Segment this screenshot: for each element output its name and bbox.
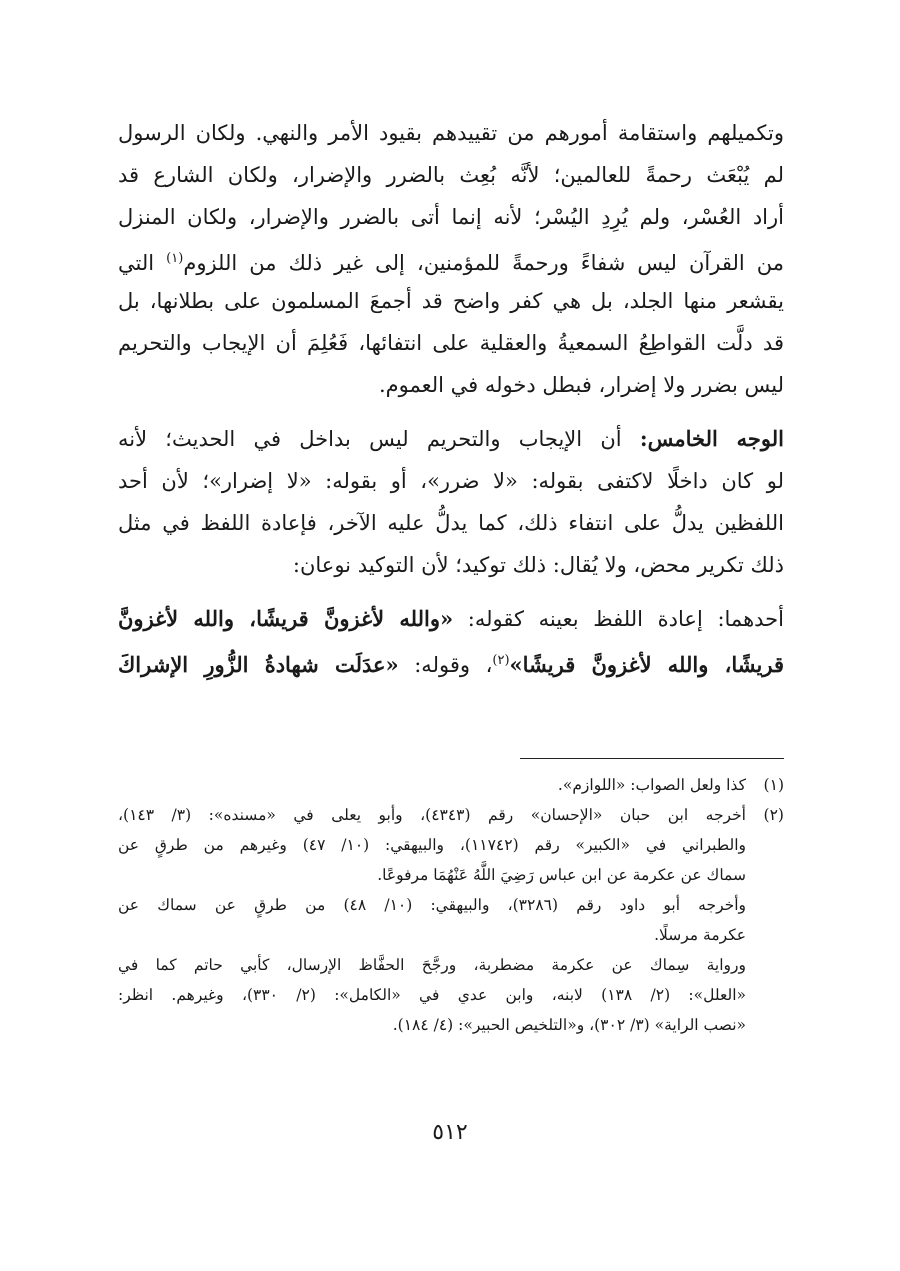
text-line: [118, 238, 784, 280]
text-line: لو كان داخلًا لاكتفى بقوله: «لا ضرر»، أو بقوله: «لا إضرار»؛ لأن أحد: [118, 469, 784, 493]
footnote-line: وأخرجه أبو داود رقم (٣٢٨٦)، والبيهقي: (١٠/ ٤٨) من طرقٍ عن سماك عن: [118, 896, 746, 914]
text-line: [118, 418, 784, 460]
text-line: ذلك تكرير محض، ولا يُقال: ذلك توكيد؛ لأن التوكيد نوعان:: [292, 553, 784, 577]
footnote-text: كذا ولعل الصواب: «اللوازم».: [557, 776, 746, 794]
text-line: قد دلَّت القواطِعُ السمعيةُ والعقلية على انتفائها، فَعُلِمَ أن الإيجاب والتحريم: [118, 331, 784, 355]
main-text: [118, 112, 784, 682]
footnote-line: والطبراني في «الكبير» رقم (١١٧٤٢)، والبيهقي: (١٠/ ٤٧) وغيرهم من طرقٍ عن: [118, 836, 746, 854]
footnote-number: (٢): [763, 806, 784, 824]
page-number: ٥١٢: [432, 1120, 468, 1145]
text-line: وتكميلهم واستقامة أمورهم من تقييدهم بقيود الأمر والنهي. ولكان الرسول: [118, 121, 784, 145]
hadith-quote: «عدَلَت شهادةُ الزُّورِ الإشراكَ: [118, 652, 399, 677]
footnote-line: «نصب الراية» (٣/ ٣٠٢)، و«التلخيص الحبير»: (٤/ ١٨٤).: [392, 1016, 746, 1034]
text-line: [118, 640, 784, 682]
footnote-divider: [520, 758, 784, 759]
text-line: [118, 598, 784, 640]
footnote-line: ورواية سِماك عن عكرمة مضطربة، ورجَّحَ الحفَّاظ الإرسال، كأبي حاتم كما في: [118, 956, 746, 974]
footnote-number: (١): [763, 776, 784, 794]
footnote-line: «العلل»: (٢/ ١٣٨) لابنه، وابن عدي في «الكامل»: (٢/ ٣٣٠)، وغيرهم. انظر:: [118, 986, 746, 1004]
section-label: الوجه الخامس:: [639, 426, 784, 451]
footnote-2: [118, 800, 784, 830]
footnote-1: [118, 770, 784, 800]
text-line-part: أن الإيجاب والتحريم ليس بداخل في الحديث؛ لأنه: [118, 427, 622, 451]
text-line: لم يُبْعَث رحمةً للعالمين؛ لأنَّه بُعِث بالضرر والإضرار، ولكان الشارع قد: [118, 163, 784, 187]
text-line-part: من القرآن ليس شفاءً ورحمةً للمؤمنين، إلى غير ذلك من اللزوم: [183, 251, 784, 275]
footnote-text: أخرجه ابن حبان «الإحسان» رقم (٤٣٤٣)، وأبو يعلى في «مسنده»: (٣/ ١٤٣)،: [118, 806, 746, 824]
footnote-line: سماك عن عكرمة عن ابن عباس رَضِيَ اللَّهُ عَنْهُمَا مرفوعًا.: [377, 866, 746, 884]
footnotes: [118, 770, 784, 1040]
text-line-part: التي: [118, 251, 155, 275]
text-line-part: أحدهما: إعادة اللفظ بعينه كقوله:: [467, 607, 784, 631]
text-line-part: ، وقوله:: [414, 653, 493, 677]
text-line: ليس بضرر ولا إضرار، فبطل دخوله في العموم.: [378, 373, 784, 397]
footnote-ref-1[interactable]: (١): [166, 251, 184, 266]
text-line: أراد العُسْر، ولم يُرِدِ اليُسْر؛ لأنه إنما أتى بالضرر والإضرار، ولكان المنزل: [118, 205, 784, 229]
hadith-quote: قريشًا، والله لأغزونَّ قريشًا»: [509, 652, 784, 677]
text-line: يقشعر منها الجلد، بل هي كفر واضح قد أجمعَ المسلمون على بطلانها، بل: [118, 289, 784, 313]
footnote-ref-2[interactable]: (٢): [492, 653, 510, 668]
text-line: اللفظين يدلُّ على انتفاء ذلك، كما يدلُّ عليه الآخر، فإعادة اللفظ في مثل: [118, 511, 784, 535]
footnote-line: عكرمة مرسلًا.: [654, 926, 746, 944]
hadith-quote: «والله لأغزونَّ قريشًا، والله لأغزونَّ: [118, 606, 454, 631]
